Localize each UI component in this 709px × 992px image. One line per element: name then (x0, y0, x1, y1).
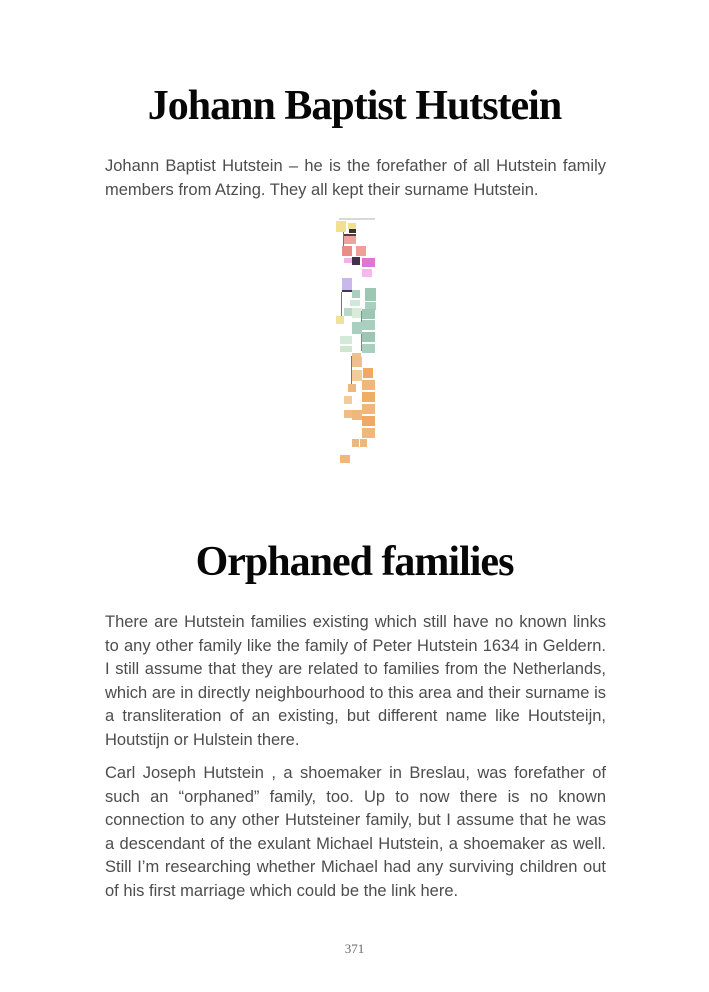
family-tree-figure (333, 216, 381, 466)
section-title-orphaned-families: Orphaned families (195, 539, 514, 585)
section-title-johann-baptist-hutstein: Johann Baptist Hutstein (147, 83, 562, 129)
orphaned-families-paragraph-2: Carl Joseph Hutstein , a shoemaker in Breslau, was forefather of such an “orphaned” family, too. Up to now there is no known connection to any other Hutsteiner family, but I assume that he was a descendant of the exulant Michael Hutstein, a shoemaker as well. Still I’m researching whether Michael had any surviving children out of his first marriage which could be the link here. (105, 764, 606, 900)
orphaned-families-paragraph-1: There are Hutstein families existing which still have no known links to any other family like the family of Peter Hutstein 1634 in Geldern. I still assume that they are related to families from the Netherlands, which are in directly neighbourhood to this area and their surname is a transliteration of an existing, but different name like Houtsteijn, Houtstijn or Hulstein there. (105, 613, 606, 749)
intro-paragraph: Johann Baptist Hutstein – he is the forefather of all Hutstein family members from Atzing. They all kept their surname Hutstein. (105, 157, 606, 199)
page-number: 371 (344, 941, 365, 956)
